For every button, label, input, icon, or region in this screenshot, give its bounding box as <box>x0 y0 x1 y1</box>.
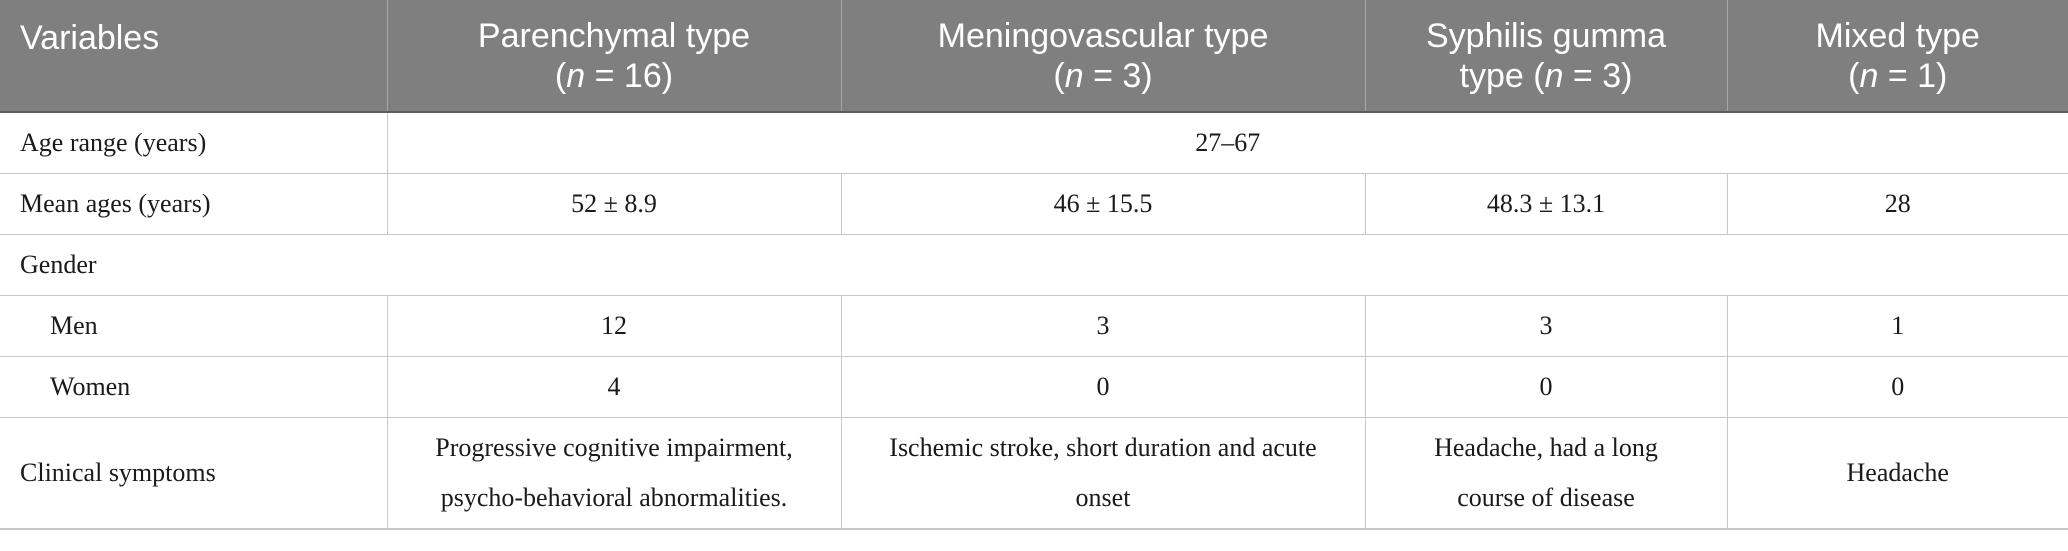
header-variables-label: Variables <box>20 19 160 57</box>
header-syphilis-gumma-line2: type ( <box>1459 56 1545 95</box>
cell-clinical-parenchymal-line2: psycho-behavioral abnormalities. <box>440 482 788 512</box>
row-label-age-range: Age range (years) <box>0 112 387 173</box>
cell-women-meningovascular: 0 <box>841 356 1365 417</box>
header-mixed-n-suffix: = 1) <box>1878 56 1948 95</box>
header-parenchymal <box>387 0 841 112</box>
header-mixed-n-symbol: n <box>1859 56 1879 95</box>
table-row-clinical-symptoms <box>0 417 2068 529</box>
header-meningovascular <box>841 0 1365 112</box>
header-parenchymal-n-symbol: n <box>566 56 586 95</box>
header-syphilis-gumma <box>1365 0 1727 112</box>
cell-men-mixed: 1 <box>1727 295 2068 356</box>
row-label-mean-ages: Mean ages (years) <box>0 173 387 234</box>
cell-mean-ages-syphilis-gumma: 48.3 ± 13.1 <box>1365 173 1727 234</box>
cell-mean-ages-meningovascular: 46 ± 15.5 <box>841 173 1365 234</box>
cell-clinical-mixed-line1: Headache <box>1846 457 1949 487</box>
cell-clinical-syphilis-gumma <box>1365 417 1727 529</box>
cell-clinical-mixed <box>1727 417 2068 529</box>
header-syphilis-gumma-n-suffix: = 3) <box>1563 56 1633 95</box>
cell-mean-ages-mixed: 28 <box>1727 173 2068 234</box>
row-label-women: Women <box>0 356 387 417</box>
header-variables <box>0 0 387 112</box>
cell-women-syphilis-gumma: 0 <box>1365 356 1727 417</box>
cell-clinical-meningovascular-line1: Ischemic stroke, short duration and acute <box>889 432 1317 462</box>
cell-mean-ages-parenchymal: 52 ± 8.9 <box>387 173 841 234</box>
header-meningovascular-n-suffix: = 3) <box>1083 56 1153 95</box>
header-row <box>0 0 2068 112</box>
cell-women-mixed: 0 <box>1727 356 2068 417</box>
header-meningovascular-n-prefix: ( <box>1053 56 1065 95</box>
row-label-clinical-symptoms: Clinical symptoms <box>0 417 387 529</box>
table-row-age-range <box>0 112 2068 173</box>
cell-men-meningovascular: 3 <box>841 295 1365 356</box>
header-mixed <box>1727 0 2068 112</box>
header-syphilis-gumma-line1: Syphilis gumma <box>1426 16 1666 55</box>
cell-men-syphilis-gumma: 3 <box>1365 295 1727 356</box>
header-meningovascular-n-symbol: n <box>1064 56 1084 95</box>
table-row-men <box>0 295 2068 356</box>
cell-clinical-parenchymal <box>387 417 841 529</box>
header-meningovascular-name: Meningovascular type <box>937 16 1269 55</box>
row-label-gender: Gender <box>0 234 2068 295</box>
table-row-gender <box>0 234 2068 295</box>
header-syphilis-gumma-n-symbol: n <box>1544 56 1564 95</box>
cell-clinical-syphilis-gumma-line2: course of disease <box>1457 482 1635 512</box>
table-header <box>0 0 2068 112</box>
cell-men-parenchymal: 12 <box>387 295 841 356</box>
cell-age-range-value: 27–67 <box>387 112 2068 173</box>
cell-clinical-parenchymal-line1: Progressive cognitive impairment, <box>435 432 793 462</box>
table-body <box>0 112 2068 529</box>
cell-clinical-meningovascular-line2: onset <box>1075 482 1131 512</box>
table-row-women <box>0 356 2068 417</box>
header-parenchymal-name: Parenchymal type <box>477 16 751 55</box>
cell-clinical-syphilis-gumma-line1: Headache, had a long <box>1434 432 1658 462</box>
cell-women-parenchymal: 4 <box>387 356 841 417</box>
header-parenchymal-n-prefix: ( <box>554 56 567 95</box>
table-row-mean-ages <box>0 173 2068 234</box>
header-parenchymal-n-suffix: = 16) <box>585 56 674 95</box>
row-label-men: Men <box>0 295 387 356</box>
header-mixed-n-prefix: ( <box>1848 56 1860 95</box>
cell-clinical-meningovascular <box>841 417 1365 529</box>
header-mixed-name: Mixed type <box>1815 16 1980 55</box>
